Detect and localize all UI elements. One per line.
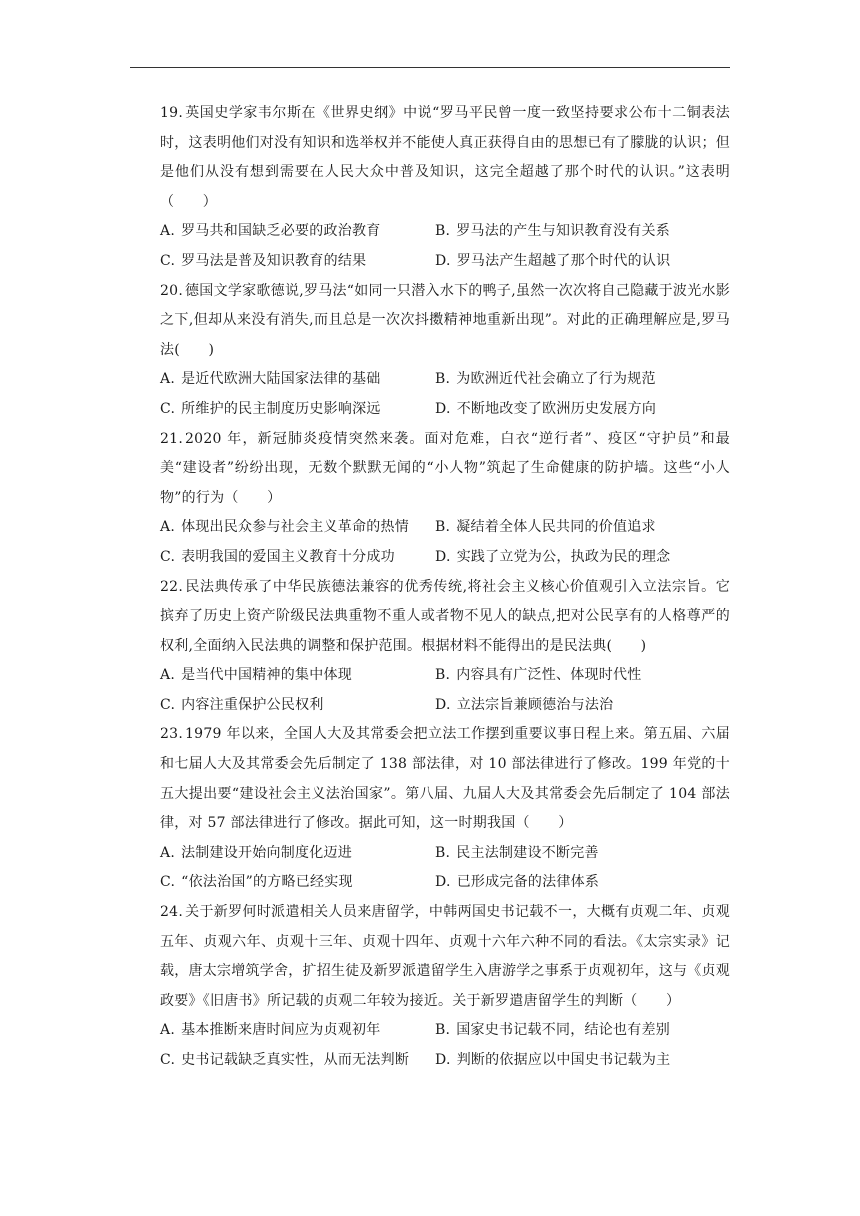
- question-block: [160, 99, 730, 277]
- question-stem-text: 关于新罗何时派遣相关人员来唐留学，中韩两国史书记载不一，大概有贞观二年、贞观五年、贞观六年、贞观十三年、贞观十四年、贞观十六年六种不同的看法。《太宗实录》记载，唐太宗增筑学舍，扩招生徒及新罗派遣留学生入唐游学之事系于贞观初年，这与《贞观政要》《旧唐书》所记载的贞观二年较为接近。关于新罗遣唐留学生的判断（ ）: [160, 904, 730, 1009]
- answer-option: [160, 868, 435, 898]
- question-stem: [160, 425, 730, 514]
- option-text: 内容注重保护公民权利: [181, 696, 324, 713]
- option-text: 表明我国的爱国主义教育十分成功: [181, 548, 395, 565]
- answer-option: [160, 513, 435, 543]
- option-text: “依法治国”的方略已经实现: [181, 874, 353, 891]
- answer-option: [435, 513, 730, 543]
- option-letter: B.: [435, 519, 451, 536]
- answer-option: [435, 1016, 730, 1046]
- question-number: 22.: [160, 578, 184, 595]
- option-text: 为欧洲近代社会确立了行为规范: [456, 371, 656, 388]
- question-number: 24.: [160, 904, 184, 921]
- answer-option: [435, 247, 730, 277]
- option-text: 内容具有广泛性、体现时代性: [456, 667, 642, 684]
- option-text: 国家史书记载不同，结论也有差别: [456, 1022, 670, 1039]
- option-letter: C.: [160, 400, 176, 417]
- header-rule: [130, 67, 730, 68]
- question-stem: [160, 573, 730, 662]
- answer-option: [435, 365, 730, 395]
- question-stem-text: 1979 年以来，全国人大及其常委会把立法工作摆到重要议事日程上来。第五届、六届和七届人大及其常委会先后制定了 138 部法律，对 10 部法律进行了修改。199 年党的十五大提出要“建设社会主义法治国家”。第八届、九届人大及其常委会先后制定了 104 部法律，对 57 部法律进行了修改。据此可知，这一时期我国（ ）: [160, 726, 730, 832]
- option-letter: D.: [435, 696, 451, 713]
- option-text: 是当代中国精神的集中体现: [181, 667, 353, 684]
- answer-options: [160, 365, 730, 424]
- question-number: 19.: [160, 105, 184, 121]
- question-number: 21.: [160, 430, 184, 447]
- option-text: 罗马法的产生与知识教育没有关系: [456, 223, 670, 240]
- option-text: 不断地改变了欧洲历史发展方向: [456, 400, 657, 417]
- option-text: 凝结着全体人民共同的价值追求: [456, 519, 656, 536]
- option-text: 法制建设开始向制度化迈进: [181, 844, 353, 861]
- answer-option: [160, 691, 435, 721]
- question-block: [160, 277, 730, 425]
- question-block: [160, 898, 730, 1076]
- option-letter: B.: [435, 667, 451, 684]
- option-text: 罗马法产生超越了那个时代的认识: [456, 252, 671, 269]
- option-text: 是近代欧洲大陆国家法律的基础: [181, 371, 381, 388]
- answer-option: [435, 217, 730, 247]
- answer-option: [160, 661, 435, 691]
- question-stem-text: 德国文学家歌德说,罗马法“如同一只潜入水下的鸭子,虽然一次次将自己隐藏于波光水影之下,但却从来没有消失,而且总是一次次抖擞精神地重新出现”。对此的正确理解应是,罗马法( ): [160, 282, 730, 358]
- option-letter: B.: [435, 844, 451, 861]
- answer-option: [160, 1046, 435, 1076]
- question-block: [160, 573, 730, 721]
- question-stem: [160, 99, 730, 217]
- option-letter: B.: [435, 371, 451, 388]
- question-block: [160, 425, 730, 573]
- question-number: 23.: [160, 726, 184, 743]
- answer-option: [435, 661, 730, 691]
- question-stem: [160, 277, 730, 366]
- answer-option: [435, 543, 730, 573]
- answer-options: [160, 661, 730, 720]
- option-text: 基本推断来唐时间应为贞观初年: [181, 1022, 381, 1039]
- option-text: 已形成完备的法律体系: [456, 874, 600, 891]
- question-number: 20.: [160, 282, 184, 299]
- option-text: 所维护的民主制度历史影响深远: [181, 400, 381, 417]
- option-letter: C.: [160, 548, 176, 565]
- option-letter: D.: [435, 1052, 451, 1068]
- question-stem-text: 民法典传承了中华民族德法兼容的优秀传统,将社会主义核心价值观引入立法宗旨。它摈弃了历史上资产阶级民法典重物不重人或者物不见人的缺点,把对公民享有的人格尊严的权利,全面纳入民法典的调整和保护范围。根据材料不能得出的是民法典( ): [160, 578, 730, 654]
- option-letter: A.: [160, 667, 176, 684]
- option-letter: D.: [435, 252, 451, 269]
- answer-options: [160, 839, 730, 898]
- option-letter: D.: [435, 548, 451, 565]
- answer-options: [160, 217, 730, 276]
- option-letter: C.: [160, 874, 176, 891]
- answer-options: [160, 513, 730, 572]
- answer-option: [160, 839, 435, 869]
- answer-option: [160, 1016, 435, 1046]
- option-letter: C.: [160, 1052, 176, 1068]
- answer-option: [435, 1046, 730, 1076]
- answer-option: [435, 691, 730, 721]
- option-text: 民主法制建设不断完善: [456, 844, 599, 861]
- option-letter: A.: [160, 371, 176, 388]
- option-text: 罗马共和国缺乏必要的政治教育: [181, 223, 381, 240]
- question-list: [160, 99, 730, 1076]
- answer-option: [435, 395, 730, 425]
- question-stem: [160, 720, 730, 838]
- option-text: 实践了立党为公，执政为民的理念: [456, 548, 671, 565]
- question-stem-text: 英国史学家韦尔斯在《世界史纲》中说“罗马平民曾一度一致坚持要求公布十二铜表法时，这表明他们对没有知识和选举权并不能使人真正获得自由的思想已有了朦胧的认识；但是他们从没有想到需要在人民大众中普及知识，这完全超越了那个时代的认识。”这表明（ ）: [160, 105, 730, 210]
- option-letter: A.: [160, 223, 176, 240]
- question-stem-text: 2020 年，新冠肺炎疫情突然来袭。面对危难，白衣“逆行者”、疫区“守护员”和最美“建设者”纷纷出现，无数个默默无闻的“小人物”筑起了生命健康的防护墙。这些“小人物”的行为（ ）: [160, 430, 730, 506]
- question-block: [160, 720, 730, 898]
- answer-option: [435, 839, 730, 869]
- option-letter: A.: [160, 1022, 176, 1039]
- answer-option: [160, 217, 435, 247]
- option-letter: D.: [435, 874, 451, 891]
- option-text: 体现出民众参与社会主义革命的热情: [181, 519, 410, 536]
- option-letter: D.: [435, 400, 451, 417]
- answer-options: [160, 1016, 730, 1075]
- option-text: 立法宗旨兼顾德治与法治: [456, 696, 614, 713]
- answer-option: [160, 395, 435, 425]
- answer-option: [160, 365, 435, 395]
- answer-option: [160, 543, 435, 573]
- option-text: 判断的依据应以中国史书记载为主: [456, 1052, 671, 1068]
- option-letter: A.: [160, 519, 176, 536]
- option-text: 史书记载缺乏真实性，从而无法判断: [181, 1052, 410, 1068]
- answer-option: [435, 868, 730, 898]
- question-stem: [160, 898, 730, 1016]
- option-letter: C.: [160, 252, 176, 269]
- option-letter: C.: [160, 696, 176, 713]
- option-letter: A.: [160, 844, 176, 861]
- option-letter: B.: [435, 223, 451, 240]
- answer-option: [160, 247, 435, 277]
- option-letter: B.: [435, 1022, 451, 1039]
- option-text: 罗马法是普及知识教育的结果: [181, 252, 367, 269]
